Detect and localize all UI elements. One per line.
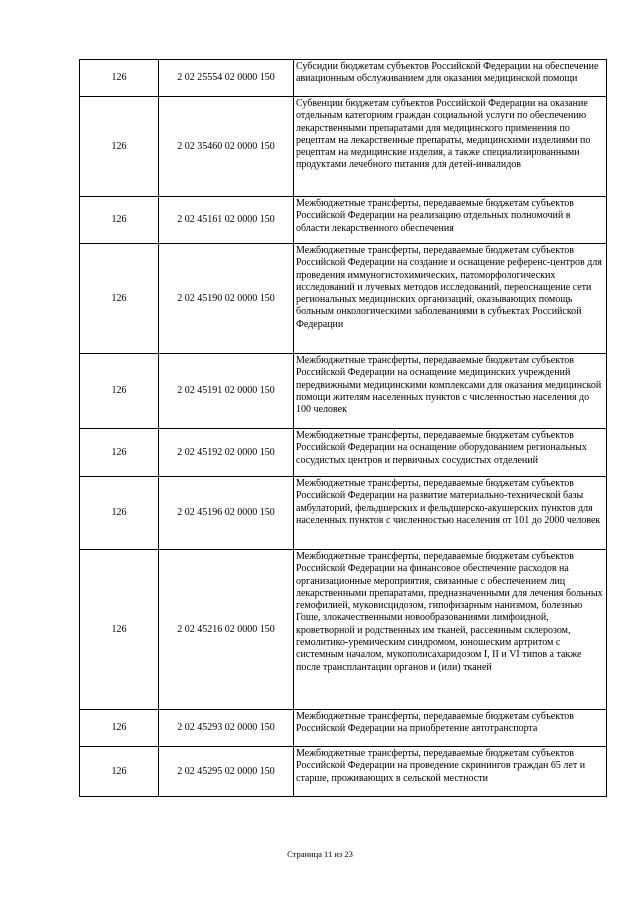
table-row [80, 60, 607, 97]
revenue-name-cell: Межбюджетные трансферты, передаваемые бюджетам субъектов Российской Федерации на создание и оснащение референс-центров для проведения иммуногистохимических, патоморфологических исследований и лучевых методов исследований, переоснащение сети региональных медицинских организаций, оказывающих помощь больным онкологическими заболеваниями в субъектах Российской Федерации [294, 244, 607, 354]
table-row [80, 429, 607, 477]
page-number: Страница 11 из 23 [287, 849, 353, 859]
admin-code-cell: 126 [80, 354, 159, 429]
table-row [80, 747, 607, 797]
admin-code-cell: 126 [80, 477, 159, 550]
table-row [80, 197, 607, 244]
budget-code-cell: 2 02 25554 02 0000 150 [159, 60, 294, 97]
admin-code-cell: 126 [80, 244, 159, 354]
table-row [80, 477, 607, 550]
budget-code-cell: 2 02 45295 02 0000 150 [159, 747, 294, 797]
budget-code-cell: 2 02 45191 02 0000 150 [159, 354, 294, 429]
budget-code-cell: 2 02 35460 02 0000 150 [159, 97, 294, 197]
admin-code-cell: 126 [80, 60, 159, 97]
budget-classification-table [79, 59, 607, 797]
revenue-name-cell: Межбюджетные трансферты, передаваемые бюджетам субъектов Российской Федерации на оснащение медицинских учреждений передвижными медицинскими комплексами для оказания медицинской помощи жителям населенных пунктов с численностью населения до 100 человек [294, 354, 607, 429]
table-row [80, 244, 607, 354]
table-body [80, 60, 607, 797]
revenue-name-cell: Субсидии бюджетам субъектов Российской Федерации на обеспечение авиационным обслуживанием для оказания медицинской помощи [294, 60, 607, 97]
table-row [80, 710, 607, 747]
budget-code-cell: 2 02 45192 02 0000 150 [159, 429, 294, 477]
admin-code-cell: 126 [80, 429, 159, 477]
revenue-name-cell: Субвенции бюджетам субъектов Российской Федерации на оказание отдельным категориям граждан социальной услуги по обеспечению лекарственными препаратами для медицинского применения по рецептам на лекарственные препараты, медицинскими изделиями по рецептам на медицинские изделия, а также специализированными продуктами лечебного питания для детей-инвалидов [294, 97, 607, 197]
table-row [80, 550, 607, 710]
revenue-name-cell: Межбюджетные трансферты, передаваемые бюджетам субъектов Российской Федерации на приобретение автотранспорта [294, 710, 607, 747]
admin-code-cell: 126 [80, 747, 159, 797]
budget-code-cell: 2 02 45190 02 0000 150 [159, 244, 294, 354]
table-row [80, 97, 607, 197]
table-row [80, 354, 607, 429]
revenue-name-cell: Межбюджетные трансферты, передаваемые бюджетам субъектов Российской Федерации на проведение скринингов граждан 65 лет и старше, проживающих в сельской местности [294, 747, 607, 797]
revenue-name-cell: Межбюджетные трансферты, передаваемые бюджетам субъектов Российской Федерации на финансовое обеспечение расходов на организационные мероприятия, связанные с обеспечением лиц лекарственными препаратами, предназначенными для лечения больных гемофилией, муковисцидозом, гипофизарным нанизмом, болезнью Гоше, злокачественными новообразованиями лимфоидной, кроветворной и родственных им тканей, рассеянным склерозом, гемолитико-уремическим синдромом, юношеским артритом с системным началом, мукополисахаридозом I, II и VI типов а также после трансплантации органов и (или) тканей [294, 550, 607, 710]
budget-code-cell: 2 02 45196 02 0000 150 [159, 477, 294, 550]
revenue-name-cell: Межбюджетные трансферты, передаваемые бюджетам субъектов Российской Федерации на оснащение оборудованием региональных сосудистых центров и первичных сосудистых отделений [294, 429, 607, 477]
revenue-name-cell: Межбюджетные трансферты, передаваемые бюджетам субъектов Российской Федерации на развитие материально-технической базы амбулаторий, фельдшерских и фельдшерско-акушерских пунктов для населенных пунктов с численностью населения от 101 до 2000 человек [294, 477, 607, 550]
admin-code-cell: 126 [80, 550, 159, 710]
revenue-name-cell: Межбюджетные трансферты, передаваемые бюджетам субъектов Российской Федерации на реализацию отдельных полномочий в области лекарственного обеспечения [294, 197, 607, 244]
admin-code-cell: 126 [80, 197, 159, 244]
admin-code-cell: 126 [80, 710, 159, 747]
budget-code-cell: 2 02 45293 02 0000 150 [159, 710, 294, 747]
budget-code-cell: 2 02 45216 02 0000 150 [159, 550, 294, 710]
admin-code-cell: 126 [80, 97, 159, 197]
budget-code-cell: 2 02 45161 02 0000 150 [159, 197, 294, 244]
